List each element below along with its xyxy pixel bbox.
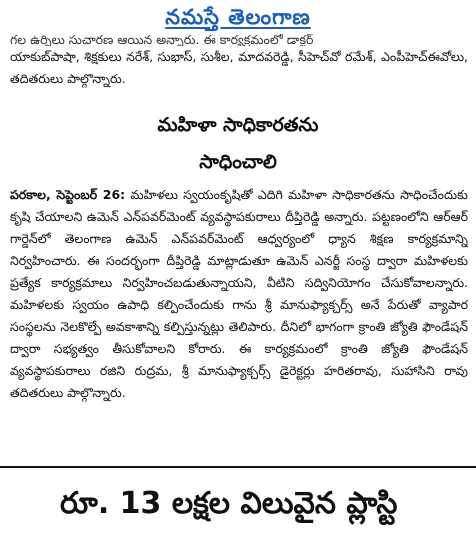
previous-article-tail xyxy=(10,34,468,100)
article-dateline: పరకాల, సెప్టెంబర్ 26: xyxy=(10,187,126,202)
previous-article-cut-line: గల ఉర్నిలు సుచారణ ఆయిన అన్నారు. ఈ కార్యక్రమంలో డాక్టర్ xyxy=(10,34,314,46)
article-headline-line-1: మహిళా సాధికారతను xyxy=(157,114,319,136)
masthead-title: నమస్తే తెలంగాణ xyxy=(165,5,311,29)
section-divider xyxy=(0,466,476,468)
newspaper-masthead xyxy=(0,0,476,34)
next-article-headline: రూ. 13 లక్షల విలువైన ప్లాస్టి xyxy=(60,486,398,521)
article-body-text: మహిళలు స్వయంకృషితో ఎదిగి మహిళా సాధికారతను సాధించేందుకు కృషి చేయాలని ఉమెన్ ఎన్‌పవర్‌మెంట్ వ్యవస్థాపకురాలు దీప్తిరెడ్డి అన్నారు. పట్టణంలోని ఆర్‌ఆర్ గార్డెన్‌లో తెలంగాణ ఉమెన్ ఎన్‌పవర్‌మెంట్ ఆధ్వర్యంలో ధ్యాన శిక్షణ కార్యక్రమాన్ని నిర్వహించారు. ఈ సందర్భంగా దీప్తిరెడ్డి మాట్లాడుతూ ఉమెన్ ఎనర్జీ సంస్థ ద్వారా మహిళలకు ప్రత్యేక కార్యక్రమాలు నిర్వహించబడుతున్నాయని, వీటిని సద్వినియోగం చేసుకోవాలన్నారు. మహిళలకు స్వయం ఉపాధి కల్పించేందుకు గాను శ్రీ మానుఫ్యాక్చర్స్ అనే పేరుతో వ్యాపార సంస్థలను నెలకొల్పే అవకాశాన్ని కల్పిస్తున్నట్లు తెలిపారు. దీనిలో భాగంగా క్రాంతి జ్యోతి ఫౌండేషన్ ద్వారా సభ్యత్వం తీసుకోవాలని కోరారు. ఈ కార్యక్రమంలో క్రాంతి జ్యోతి ఫౌండేషన్ వ్యవస్థాపకురాలు రజిని రుద్రమ, శ్రీ మానుఫ్యాక్చర్స్ డైరెక్టర్లు హరితరావు, సుహాసిని రావు తదితరులు పాల్గొన్నారు. xyxy=(10,187,468,400)
article-headline-line-2: సాధించాలి xyxy=(199,151,277,173)
previous-article-text: యాకుబ్‌పాషా, శిక్షకులు నరేశ్, సుభాస్, సుశీల, మాదవరెడ్డి, సీహెచ్‌వో రమేశ్, ఎంపీహెచ్‌ఈవోలు, తదితరులు పాల్గొన్నారు. xyxy=(10,49,468,86)
article-body xyxy=(10,184,468,460)
